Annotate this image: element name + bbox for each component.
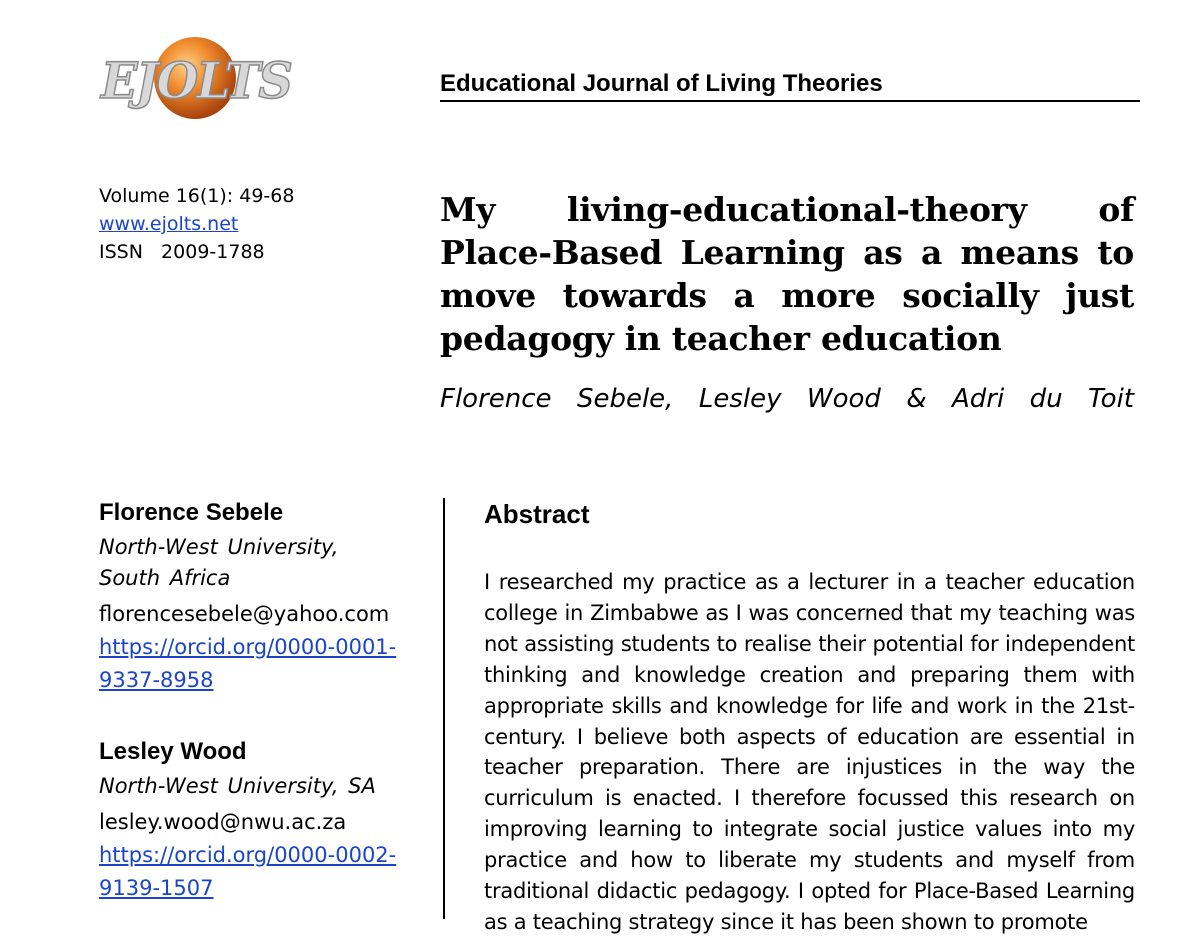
author-orcid-link[interactable]: https://orcid.org/0000-0001-9337-8958 — [99, 635, 397, 692]
volume-issue: Volume 16(1): 49-68 — [99, 185, 295, 207]
article-authors: Florence Sebele, Lesley Wood & Adri du Toit — [440, 384, 1134, 414]
journal-name: Educational Journal of Living Theories — [440, 70, 1140, 102]
author-details — [99, 498, 399, 905]
abstract-heading: Abstract — [484, 499, 590, 529]
journal-logo — [98, 36, 294, 122]
column-divider — [443, 498, 445, 919]
author-affiliation: North-West University, South Africa — [99, 535, 339, 590]
abstract-text: I researched my practice as a lecturer in a teacher education college in Zimbabwe as I was concerned that my teaching was not assisting students to realise their potential for independent thinking and knowledge creation and preparing them with appropriate skills and knowledge for life and work in the 21st-century. I believe both aspects of education are essential in teacher preparation. There are injustices in the way the curriculum is enacted. I therefore focussed this research on improving learning to integrate social justice values into my practice and how to liberate my students and myself from traditional didactic pedagogy. I opted for Place-Based Learning as a teaching strategy since it has been shown to promote — [484, 570, 1135, 934]
author-name: Lesley Wood — [99, 738, 247, 765]
author-name: Florence Sebele — [99, 499, 284, 526]
author-block — [99, 498, 399, 697]
logo-text: EJOLTS — [99, 51, 292, 110]
author-orcid-link[interactable]: https://orcid.org/0000-0002-9139-1507 — [99, 843, 397, 900]
author-affiliation: North-West University, SA — [99, 774, 376, 798]
volume-info — [99, 182, 399, 266]
author-email[interactable]: lesley.wood@nwu.ac.za — [99, 810, 347, 834]
website-link[interactable]: www.ejolts.net — [99, 213, 239, 235]
issn: ISSN 2009-1788 — [99, 241, 265, 263]
author-block — [99, 737, 399, 905]
author-email[interactable]: florencesebele@yahoo.com — [99, 602, 390, 626]
article-title: My living-educational-theory of Place-Based Learning as a means to move towards a more socially just pedagogy in teacher education — [440, 190, 1134, 358]
